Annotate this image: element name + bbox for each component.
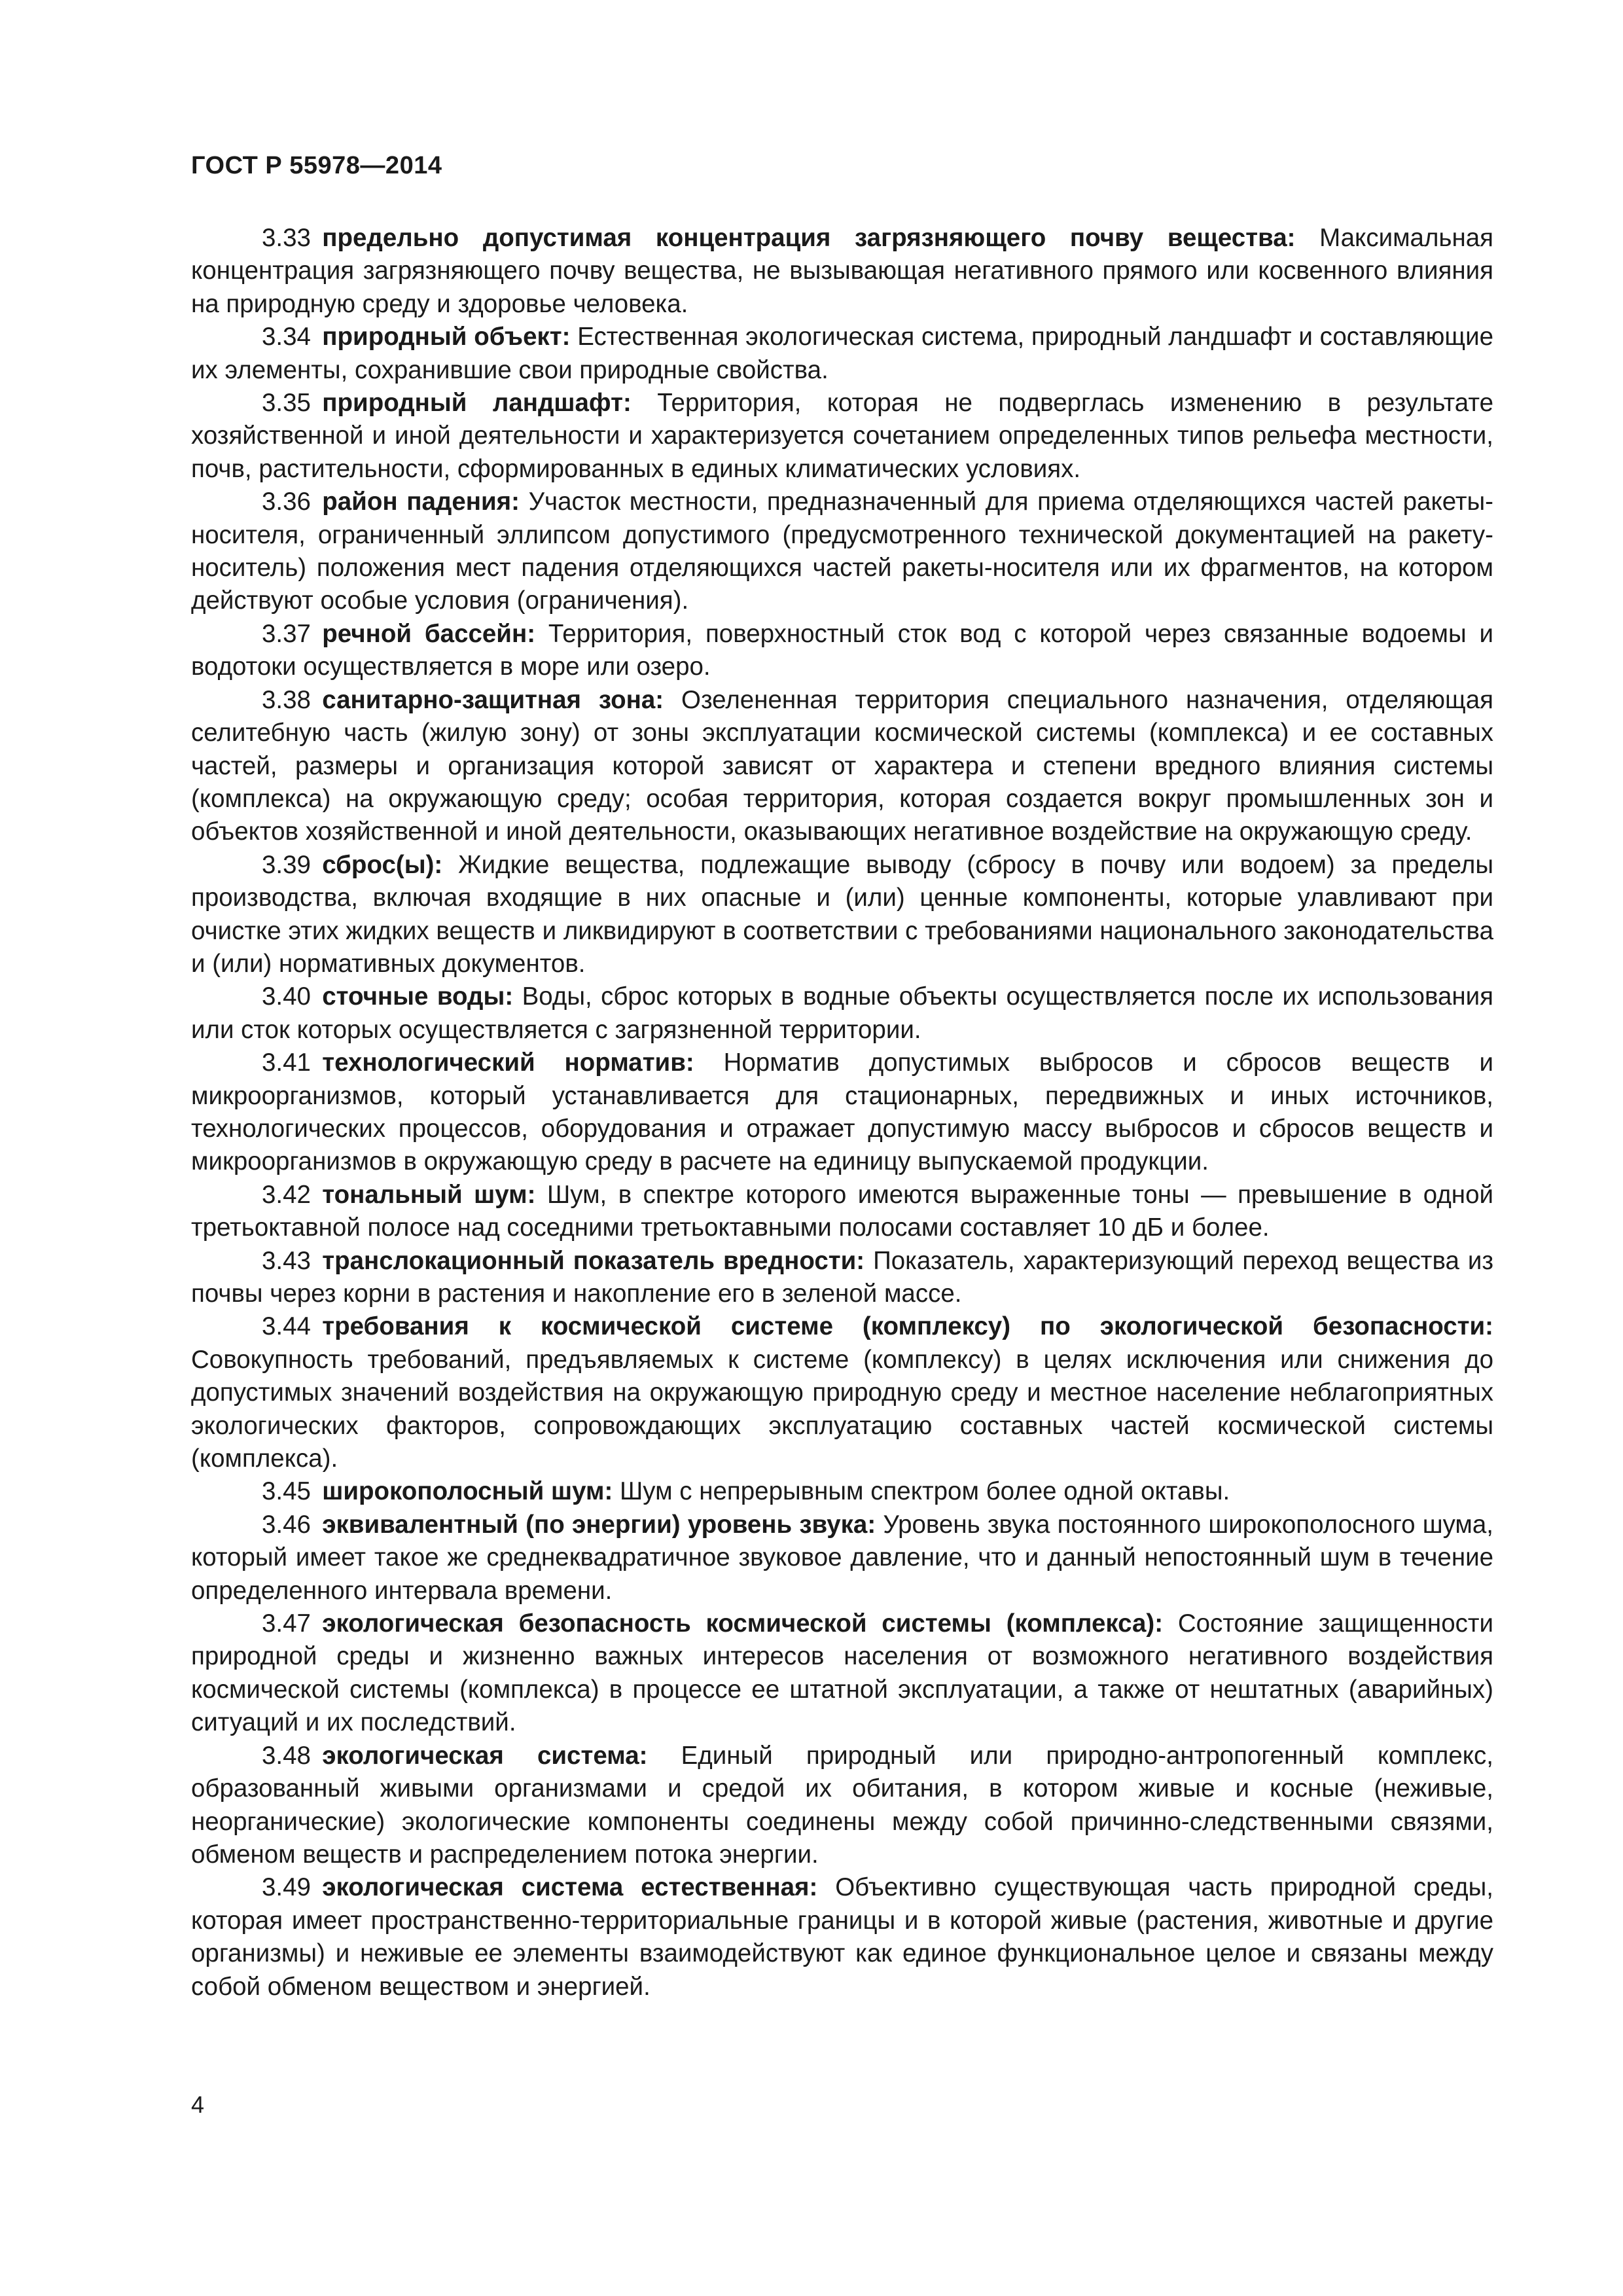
term-number: 3.46	[262, 1510, 311, 1539]
term-number: 3.40	[262, 982, 311, 1011]
term-definition: Уровень звука постоянного широкополосного шума, который имеет такое же среднеквадратичное звуковое давление, что и данный непостоянный шум в течение определенного интервала времени.	[191, 1510, 1494, 1605]
term-number: 3.33	[262, 224, 311, 252]
term-definition: Совокупность требований, предъявляемых к системе (комплексу) в целях исключения или снижения до допустимых значений воздействия на окружающую природную среду и местное население неблагоприятных экологических факторов, сопровождающих эксплуатацию составных частей космической системы (комплекса).	[191, 1345, 1493, 1473]
term-definition: Шум с непрерывным спектром более одной октавы.	[620, 1477, 1230, 1506]
term-3-40	[191, 980, 1493, 1047]
standard-designation: ГОСТ Р 55978—2014	[191, 152, 442, 179]
term-definition: Территория, которая не подверглась изменению в результате хозяйственной и иной деятельности и характеризуется сочетанием определенных типов рельефа местности, почв, растительности, сформированных в единых климатических условиях.	[191, 389, 1493, 483]
term-name: экологическая система естественная:	[322, 1873, 818, 1902]
term-number: 3.49	[262, 1873, 311, 1902]
term-3-44	[191, 1310, 1493, 1475]
term-name: эквивалентный (по энергии) уровень звука:	[322, 1510, 876, 1539]
term-name: речной бассейн:	[322, 619, 536, 648]
term-number: 3.47	[262, 1609, 311, 1638]
term-number: 3.41	[262, 1049, 311, 1077]
term-definition: Показатель, характеризующий переход вещества из почвы через корни в растения и накопление его в зеленой массе.	[191, 1246, 1494, 1308]
term-number: 3.34	[262, 323, 311, 351]
term-name: природный ландшафт:	[322, 389, 632, 418]
term-number: 3.43	[262, 1246, 311, 1275]
term-name: технологический норматив:	[322, 1049, 694, 1077]
term-3-42	[191, 1179, 1493, 1245]
term-3-36	[191, 486, 1493, 618]
term-number: 3.36	[262, 488, 311, 516]
term-definition: Объективно существующая часть природной среды, которая имеет пространственно-территориальные границы и в которой живые (растения, животные и другие организмы) и неживые ее элементы взаимодействуют как единое функциональное целое и связаны между собой обменом веществом и энергией.	[191, 1873, 1493, 2001]
term-name: транслокационный показатель вредности:	[322, 1246, 865, 1275]
term-number: 3.39	[262, 850, 311, 879]
term-number: 3.38	[262, 685, 311, 714]
term-3-38	[191, 684, 1493, 849]
term-definition: Озелененная территория специального назначения, отделяющая селитебную часть (жилую зону) от зоны эксплуатации космической системы (комплекса) и ее составных частей, размеры и организация которой зависят от характера и степени вредного влияния системы (комплекса) на окружающую среду; особая территория, которая создается вокруг промышленных зон и объектов хозяйственной и иной деятельности, оказывающих негативное воздействие на окружающую среду.	[191, 685, 1493, 846]
page-number: 4	[191, 2091, 205, 2118]
term-3-45	[191, 1475, 1493, 1508]
term-definition: Состояние защищенности природной среды и жизненно важных интересов населения от возможного негативного воздействия космической системы (комплекса) в процессе ее штатной эксплуатации, а также от нештатных (аварийных) ситуаций и их последствий.	[191, 1609, 1493, 1737]
term-3-48	[191, 1740, 1493, 1872]
term-name: широкополосный шум:	[322, 1477, 613, 1506]
term-3-35	[191, 387, 1493, 486]
term-number: 3.35	[262, 389, 311, 418]
term-definition: Жидкие вещества, подлежащие выводу (сбросу в почву или водоем) за пределы производства, включая входящие в них опасные и (или) ценные компоненты, которые улавливают при очистке этих жидких веществ и ликвидируют в соответствии с требованиями национального законодательства и (или) нормативных документов.	[191, 850, 1493, 978]
term-3-39	[191, 849, 1493, 981]
term-name: природный объект:	[322, 323, 571, 351]
term-name: тональный шум:	[322, 1180, 536, 1209]
term-number: 3.45	[262, 1477, 311, 1506]
term-definition: Единый природный или природно-антропогенный комплекс, образованный живыми организмами и средой их обитания, в котором живые и косные (неживые, неорганические) экологические компоненты соединены между собой причинно-следственными связями, обменом веществ и распределением потока энергии.	[191, 1741, 1493, 1869]
term-name: экологическая система:	[322, 1741, 648, 1770]
term-number: 3.42	[262, 1180, 311, 1209]
term-number: 3.37	[262, 619, 311, 648]
term-definition: Территория, поверхностный сток вод с которой через связанные водоемы и водотоки осуществляется в море или озеро.	[191, 619, 1493, 681]
term-name: сточные воды:	[322, 982, 514, 1011]
terms-list	[191, 222, 1493, 2003]
term-3-37	[191, 618, 1493, 684]
term-3-41	[191, 1047, 1493, 1179]
term-definition: Естественная экологическая система, природный ландшафт и составляющие их элементы, сохранившие свои природные свойства.	[191, 323, 1493, 384]
term-name: требования к космической системе (комплексу) по экологической безопасности:	[322, 1312, 1493, 1341]
term-number: 3.48	[262, 1741, 311, 1770]
term-3-33	[191, 222, 1493, 321]
term-definition: Максимальная концентрация загрязняющего почву вещества, не вызывающая негативного прямого или косвенного влияния на природную среду и здоровье человека.	[191, 224, 1493, 318]
term-definition: Норматив допустимых выбросов и сбросов веществ и микроорганизмов, который устанавливается для стационарных, передвижных и иных источников, технологических процессов, оборудования и отражает допустимую массу выбросов и сбросов веществ и микроорганизмов в окружающую среду в расчете на единицу выпускаемой продукции.	[191, 1049, 1493, 1176]
term-name: санитарно-защитная зона:	[322, 685, 664, 714]
term-3-34	[191, 321, 1493, 387]
term-name: предельно допустимая концентрация загрязняющего почву вещества:	[322, 224, 1296, 252]
term-name: экологическая безопасность космической системы (комплекса):	[322, 1609, 1164, 1638]
term-definition: Воды, сброс которых в водные объекты осуществляется после их использования или сток которых осуществляется с загрязненной территории.	[191, 982, 1493, 1044]
term-name: сброс(ы):	[322, 850, 443, 879]
term-3-43	[191, 1245, 1493, 1311]
term-definition: Шум, в спектре которого имеются выраженные тоны — превышение в одной третьоктавной полосе над соседними третьоктавными полосами составляет 10 дБ и более.	[191, 1180, 1493, 1242]
term-3-47	[191, 1607, 1493, 1740]
term-definition: Участок местности, предназначенный для приема отделяющихся частей ракеты-носителя, ограниченный эллипсом допустимого (предусмотренного технической документацией на ракету-носитель) положения мест падения отделяющихся частей ракеты-носителя или их фрагментов, на котором действуют особые условия (ограничения).	[191, 488, 1493, 615]
term-3-49	[191, 1871, 1493, 2003]
term-name: район падения:	[322, 488, 520, 516]
term-3-46	[191, 1509, 1493, 1607]
term-number: 3.44	[262, 1312, 311, 1341]
